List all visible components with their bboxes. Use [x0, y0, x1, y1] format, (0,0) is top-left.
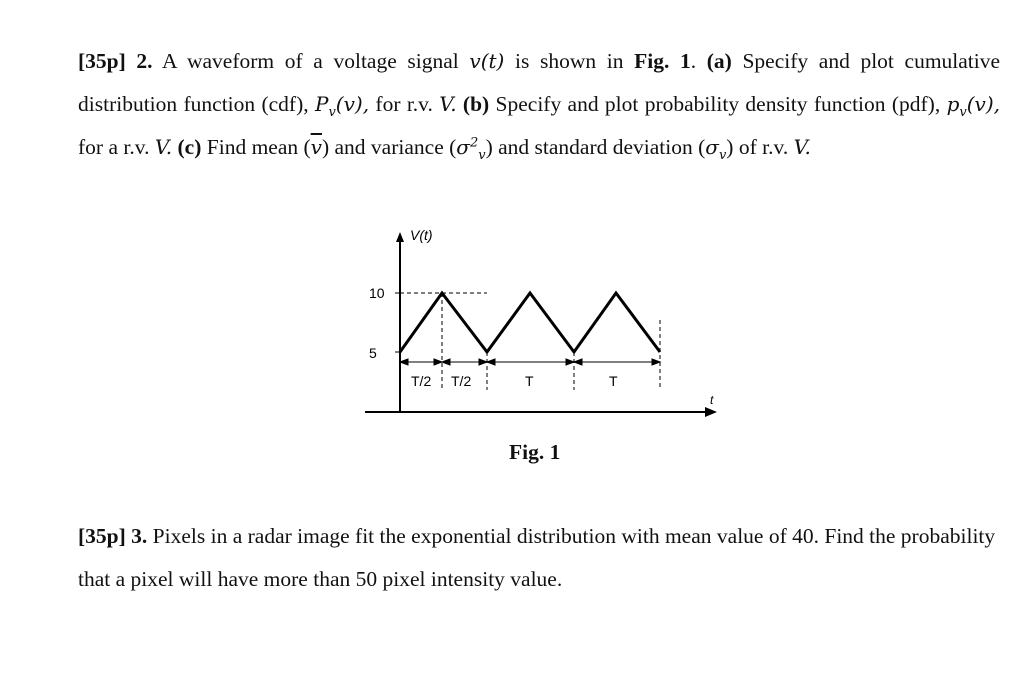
problem-2-number: 2. — [136, 49, 153, 73]
y-axis-label: V(t) — [410, 227, 433, 243]
signal-symbol: v(t) — [469, 49, 505, 73]
problem-2-points: [35p] — [78, 49, 126, 73]
variance-letter: σ — [456, 135, 470, 159]
problem-2-text: ) and variance ( — [321, 135, 457, 159]
cdf-argument: (v), — [335, 92, 370, 116]
problem-3-text: Pixels in a radar image fit the exponential distribution with mean value of 40. Find the probability that a pixel will have more than 50 pixel intensity value. — [78, 524, 996, 591]
problem-2 — [78, 40, 1000, 169]
problem-2-text: . — [690, 49, 697, 73]
problem-2-text: Specify and plot cumulative distribution function (cdf), — [78, 49, 1001, 116]
variance-superscript: 2 — [469, 135, 479, 151]
part-b-label: (b) — [462, 92, 490, 116]
figure-reference: Fig. 1 — [634, 49, 691, 73]
variance-symbol — [456, 135, 486, 163]
interval-label-4: T — [609, 373, 618, 389]
pdf-argument: (v), — [966, 92, 1000, 116]
random-variable: V. — [793, 135, 811, 159]
x-axis-label: t — [710, 393, 714, 407]
pdf-letter: p — [946, 92, 960, 116]
std-dev-symbol — [705, 135, 727, 163]
interval-label-3: T — [525, 373, 534, 389]
interval-label-2: T/2 — [451, 373, 472, 389]
std-dev-subscript: v — [718, 148, 727, 163]
cdf-letter: P — [314, 92, 329, 116]
waveform-figure — [355, 220, 735, 430]
interval-label-1: T/2 — [411, 373, 432, 389]
problem-3-points: [35p] — [78, 524, 126, 548]
figure-caption: Fig. 1 — [509, 440, 561, 464]
problem-3 — [78, 515, 1000, 601]
problem-2-text: for a r.v. — [78, 135, 150, 159]
problem-2-text: Specify and plot probability density function (pdf), — [495, 92, 941, 116]
problem-2-text: ) and standard deviation ( — [485, 135, 706, 159]
part-c-label: (c) — [177, 135, 202, 159]
random-variable: V. — [439, 92, 457, 116]
mean-symbol: $\overline{v}$ — [310, 135, 322, 159]
pdf-symbol — [946, 92, 1000, 120]
problem-2-text: Find mean ( — [206, 135, 311, 159]
interval-arrows — [400, 359, 660, 365]
problem-3-number: 3. — [131, 524, 148, 548]
cdf-subscript: v — [328, 105, 336, 120]
y-axis-arrowhead — [396, 232, 404, 242]
problem-2-text: ) of r.v. — [726, 135, 789, 159]
cdf-symbol — [314, 92, 370, 120]
tick-10-label: 10 — [369, 285, 385, 301]
part-a-label: (a) — [706, 49, 732, 73]
triangle-waveform — [400, 293, 660, 352]
problem-2-text: A waveform of a voltage signal — [162, 49, 459, 73]
x-axis-arrowhead — [705, 407, 717, 417]
std-dev-letter: σ — [705, 135, 719, 159]
random-variable: V. — [154, 135, 173, 159]
problem-2-text: for r.v. — [375, 92, 433, 116]
tick-5-label: 5 — [369, 345, 377, 361]
variance-subscript: v — [478, 148, 486, 163]
problem-2-text: is shown in — [514, 49, 624, 73]
pdf-subscript: v — [959, 105, 967, 120]
